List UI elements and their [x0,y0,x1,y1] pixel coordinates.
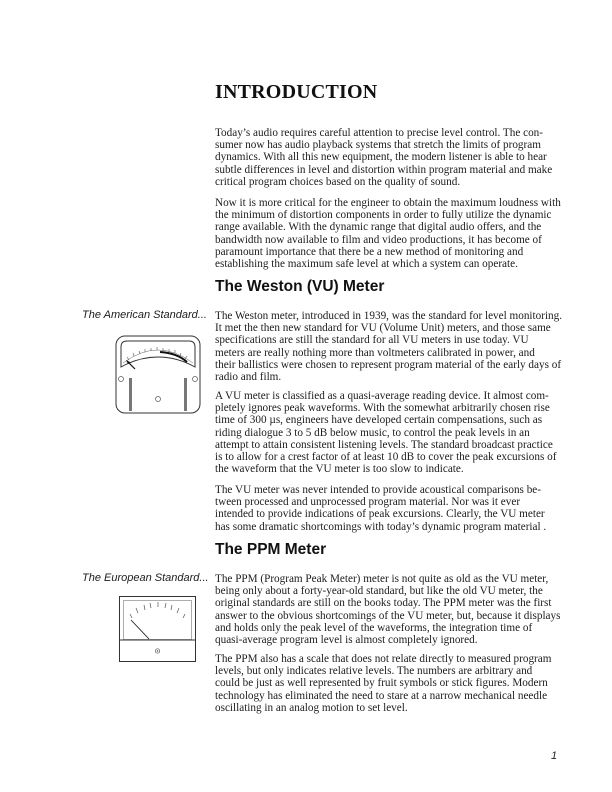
text-line: paramount importance that there be a new method of monitoring and [215,245,524,258]
text-line: Today’s audio requires careful attention to precise level control. The con- [215,127,543,139]
text-line: specifications are still the standard for all VU meters in use today. VU [215,334,529,347]
text-line: A VU meter is classified as a quasi-average reading device. It almost com- [215,390,549,402]
text-line: critical program choices based on the quality of sound. [215,175,461,188]
text-line: tween processed and unprocessed program material. Nor was it ever [215,496,521,509]
text-line: could be just as well represented by fruit symbols or stick figures. Modern [215,677,548,690]
text-line: The Weston meter, introduced in 1939, was the standard for level monitoring. [215,310,563,322]
vu-paragraph-2 [215,390,590,475]
text-line: range available. With the dynamic range that digital audio offers, and the [215,221,542,234]
vu-paragraph-3 [215,484,590,533]
text-line: intended to provide indications of peak excursions. Clearly, the VU meter [215,508,545,521]
intro-paragraph-1 [215,127,590,188]
section-heading-ppm: The PPM Meter [215,541,327,558]
text-line: is to allow for a crest factor of at least 10 dB to cover the peak excursions of [215,451,557,464]
text-line: the minimum of distortion components in order to fully utilize the dynamic [215,209,552,222]
text-line: original standards are still on the books today. The PPM meter was the first [215,597,552,610]
text-line: oscillating in an analog motion to set level. [215,701,408,714]
text-line: and holds only the peak level of the waveforms, the integration time of [215,621,533,634]
page-title: INTRODUCTION [215,81,378,103]
text-line: meters are really nothing more than voltmeters calibrated in power, and [215,346,535,359]
text-line: attempt to attain consistent listening levels. The standard broadcast practice [215,438,553,451]
text-line: dynamics. With all this new equipment, the modern listener is able to hear [215,151,547,164]
text-line: the waveform that the VU meter is too slow to indicate. [215,463,464,476]
text-line: It met the then new standard for VU (Volume Unit) meters, and those same [215,322,551,335]
side-label-european: The European Standard... [82,572,209,584]
text-line: Now it is more critical for the engineer to obtain the maximum loudness with [215,197,561,209]
text-line: time of 300 µs, engineers have developed certain compensations, such as [215,414,543,427]
section-heading-vu: The Weston (VU) Meter [215,278,385,295]
text-line: quasi-average program level is almost completely ignored. [215,634,478,647]
text-line: levels, but only indicates relative levels. The numbers are arbitrary and [215,665,533,678]
text-line: subtle differences in level and distortion within program material and make [215,163,553,176]
text-line: riding dialogue 3 to 5 dB below music, to control the peak levels in an [215,426,530,439]
ppm-paragraph-1 [215,573,590,646]
ppm-meter-illustration-icon [119,596,197,662]
text-line: establishing the maximum safe level at which a system can operate. [215,258,518,271]
ppm-paragraph-2 [215,653,590,714]
text-line: The VU meter was never intended to provide acoustical comparisons be- [215,484,541,496]
text-line: The PPM also has a scale that does not relate directly to measured program [215,653,552,665]
vu-paragraph-1 [215,310,590,383]
page-number: 1 [551,750,558,762]
text-line: bandwidth now available to film and video productions, it has become of [215,233,542,246]
text-line: radio and film. [215,371,282,384]
intro-paragraph-2 [215,197,590,270]
text-line: The PPM (Program Peak Meter) meter is not quite as old as the VU meter, [215,573,549,585]
text-line: sumer now has audio playback systems that stretch the limits of program [215,139,541,152]
text-line: technology has eliminated the need to stare at a narrow mechanical needle [215,689,548,702]
text-line: pletely ignores peak waveforms. With the somewhat arbitrarily chosen rise [215,402,550,415]
vu-meter-illustration-icon [115,335,201,415]
side-label-american: The American Standard... [82,309,207,321]
text-line: has some dramatic shortcomings with today’s dynamic program material . [215,520,547,533]
text-line: answer to the obvious shortcomings of the VU meter, but, because it displays [215,609,561,622]
text-line: their ballistics were chosen to represent program material of the early days of [215,358,562,371]
text-line: being only about a forty-year-old standard, but like the old VU meter, the [215,585,543,598]
